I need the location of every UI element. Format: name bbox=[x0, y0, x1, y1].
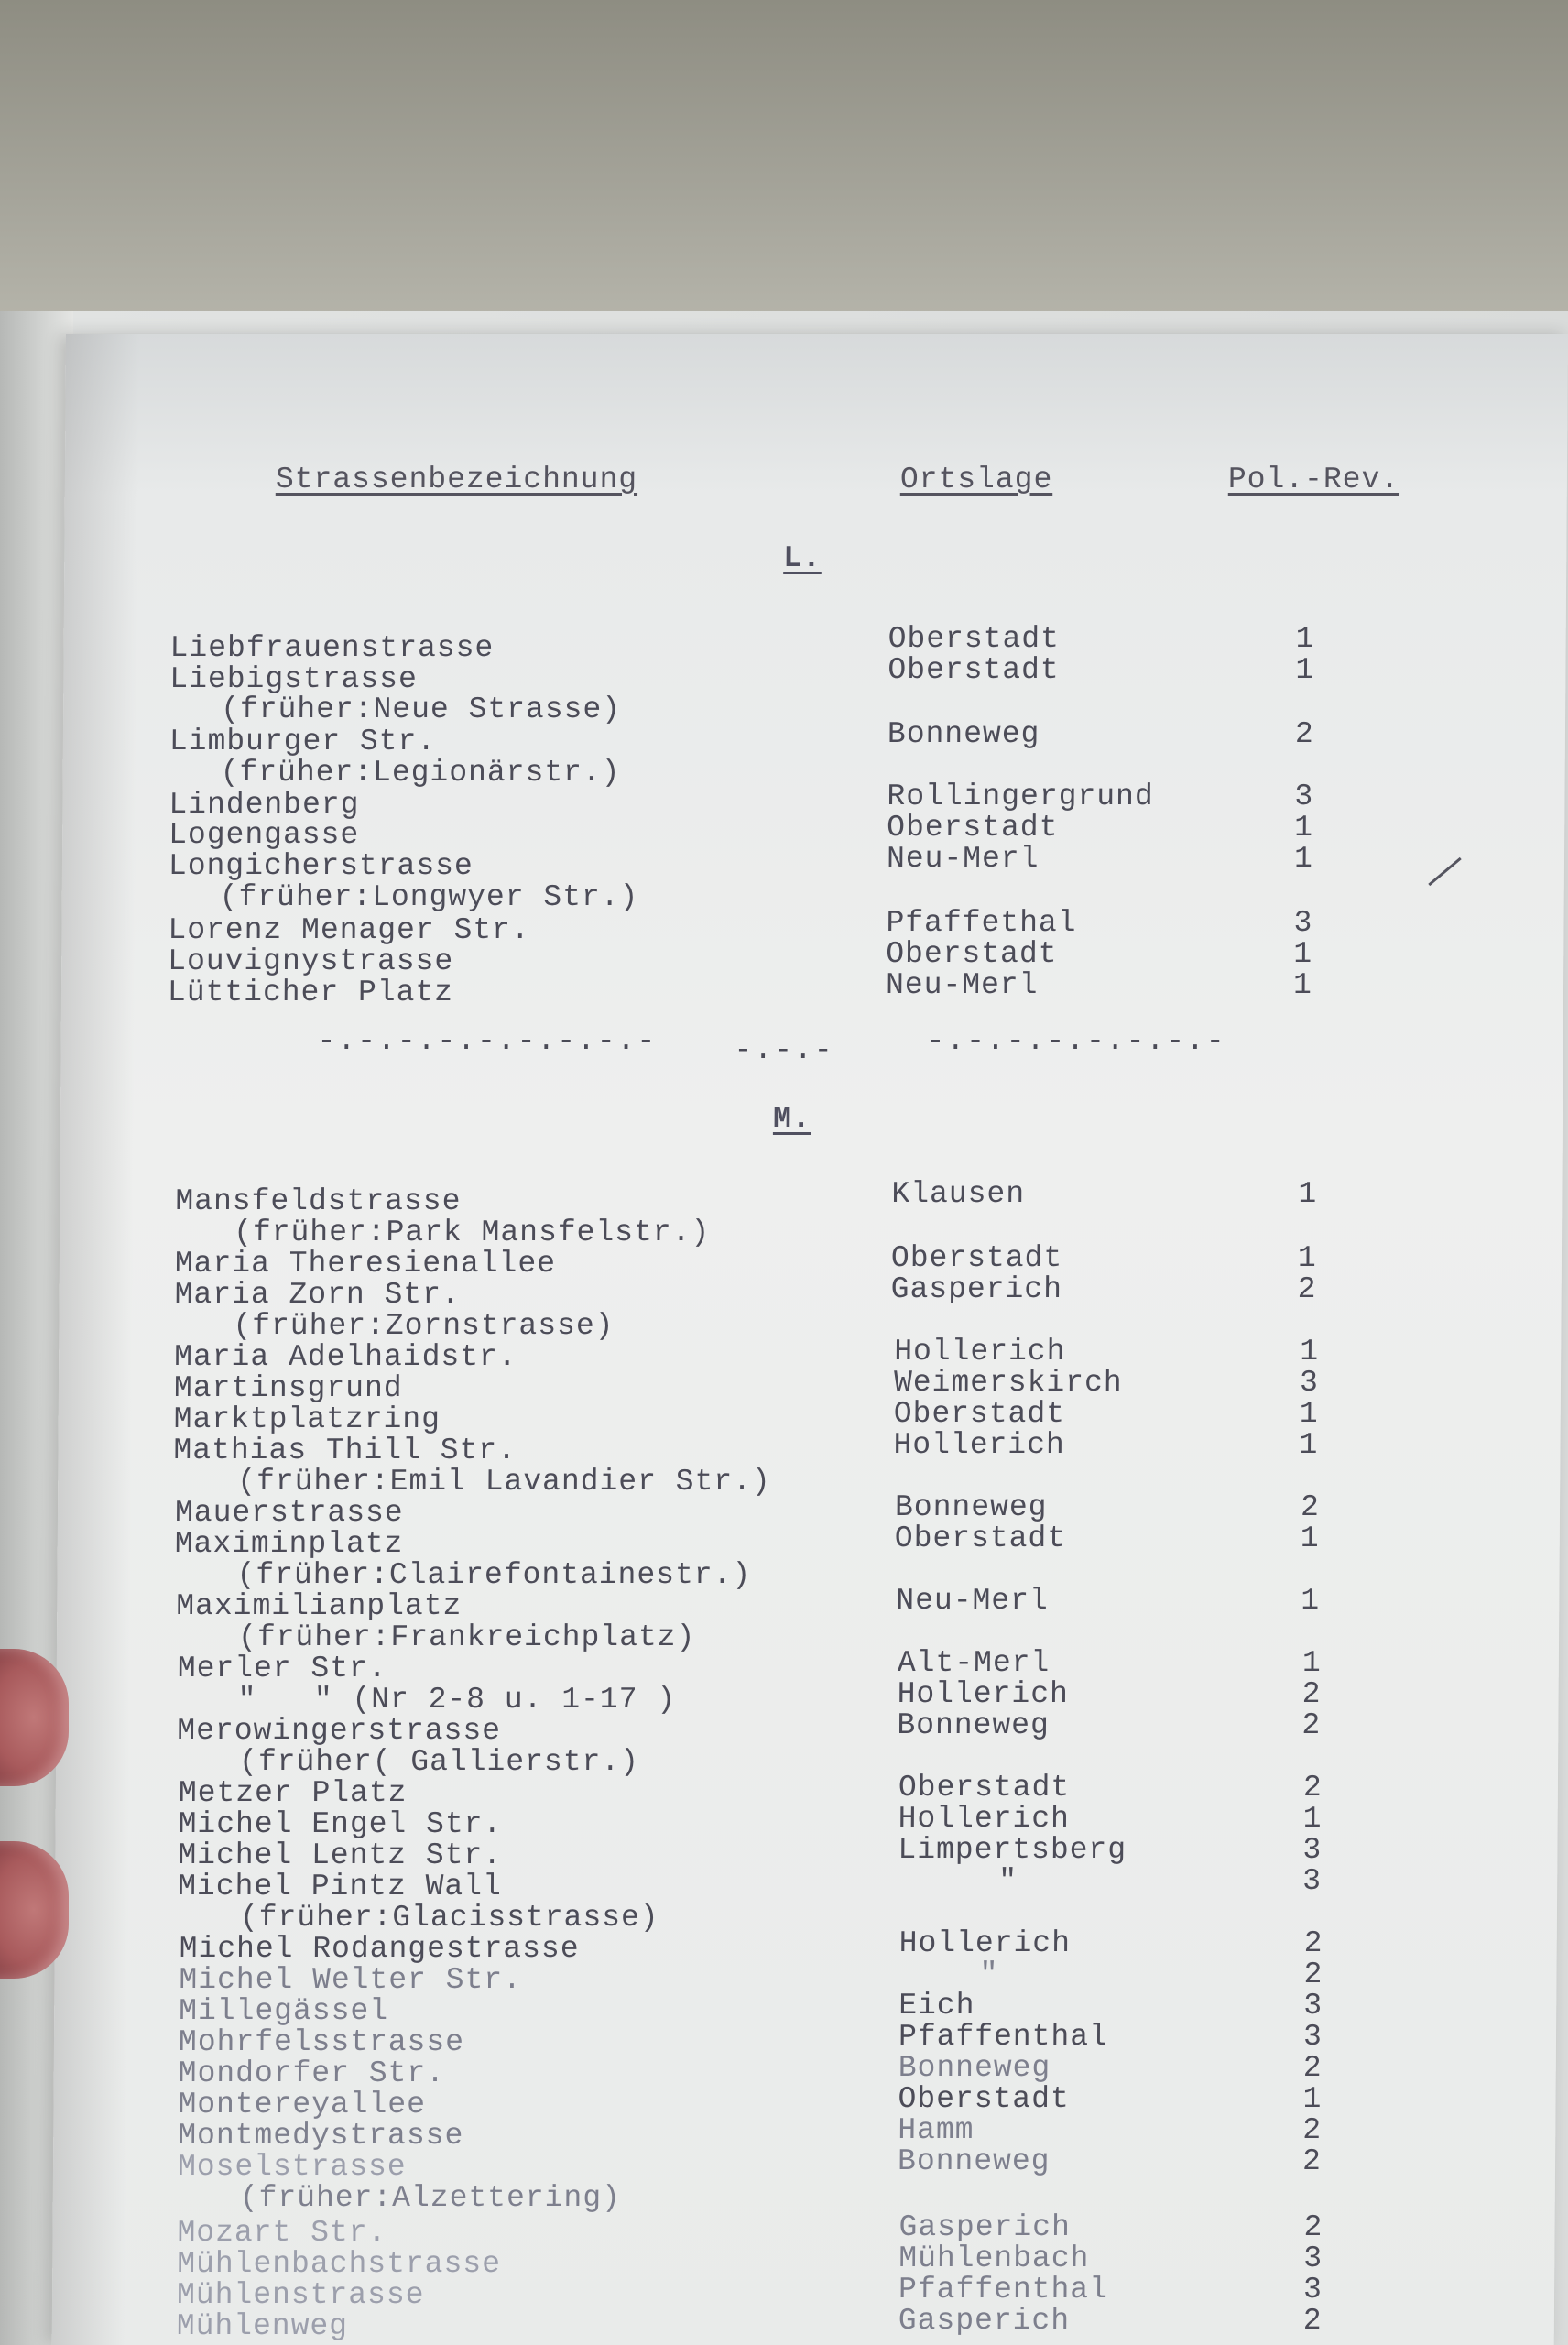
police-district: 2 bbox=[1294, 717, 1314, 751]
locality: Oberstadt bbox=[886, 937, 1058, 971]
street-name: Mühlenstrasse bbox=[176, 2278, 425, 2312]
police-district: 1 bbox=[1293, 937, 1313, 971]
street-name: Millegässel bbox=[179, 1994, 389, 2028]
police-district: 2 bbox=[1302, 2304, 1323, 2338]
section-letter-m: M. bbox=[772, 1102, 811, 1136]
street-name: Marktplatzring bbox=[173, 1402, 441, 1436]
locality: Hollerich bbox=[898, 1802, 1071, 1836]
street-name: Longicherstrasse bbox=[168, 849, 474, 883]
document-page bbox=[52, 334, 1568, 2345]
former-name: (früher( Gallierstr.) bbox=[238, 1745, 640, 1779]
former-name: (früher:Legionärstr.) bbox=[220, 756, 621, 790]
street-name: Limburger Str. bbox=[169, 725, 437, 758]
street-name: Maximilianplatz bbox=[176, 1589, 463, 1623]
street-name: Merler Str. bbox=[177, 1652, 387, 1685]
street-name: Mauerstrasse bbox=[174, 1496, 404, 1530]
police-district: 1 bbox=[1295, 653, 1315, 687]
locality: Gasperich bbox=[890, 1272, 1063, 1306]
police-district: 1 bbox=[1300, 1335, 1320, 1369]
locality: Oberstadt bbox=[898, 2082, 1070, 2116]
street-name: Mühlenbachstrasse bbox=[177, 2247, 502, 2281]
street-name: Merowingerstrasse bbox=[177, 1714, 502, 1748]
former-name: (früher:Clairefontainestr.) bbox=[236, 1558, 752, 1592]
street-name-ditto: " " (Nr 2-8 u. 1-17 ) bbox=[237, 1683, 677, 1717]
police-district: 2 bbox=[1300, 1490, 1321, 1524]
locality: Bonneweg bbox=[897, 1708, 1050, 1742]
police-district: 2 bbox=[1301, 1708, 1322, 1742]
police-district: 2 bbox=[1303, 1926, 1323, 1960]
street-name: Maria Zorn Str. bbox=[174, 1278, 461, 1312]
street-name: Maria Adelhaidstr. bbox=[174, 1340, 517, 1374]
locality: Hamm bbox=[898, 2113, 975, 2147]
street-name: Martinsgrund bbox=[173, 1371, 403, 1405]
locality: Pfaffethal bbox=[886, 906, 1077, 940]
police-district: 3 bbox=[1294, 780, 1314, 813]
header-street: Strassenbezeichnung bbox=[275, 463, 638, 496]
locality: Hollerich bbox=[894, 1335, 1066, 1369]
police-district: 1 bbox=[1294, 811, 1314, 845]
police-district: 3 bbox=[1302, 2020, 1323, 2054]
street-name: Mozart Str. bbox=[177, 2216, 387, 2250]
street-name: Maria Theresienallee bbox=[174, 1247, 557, 1281]
former-name: (früher:Frankreichplatz) bbox=[237, 1620, 696, 1654]
locality: Klausen bbox=[891, 1177, 1026, 1211]
police-district: 1 bbox=[1295, 622, 1315, 656]
police-district: 2 bbox=[1301, 1677, 1322, 1711]
locality: Neu-Merl bbox=[885, 968, 1039, 1002]
police-district: 2 bbox=[1302, 2113, 1323, 2147]
police-district: 1 bbox=[1302, 2082, 1323, 2116]
locality: Bonneweg bbox=[894, 1490, 1048, 1524]
locality: Hollerich bbox=[898, 1926, 1072, 1960]
locality: Oberstadt bbox=[890, 1241, 1063, 1275]
street-name: Liebigstrasse bbox=[169, 662, 418, 696]
locality: Oberstadt bbox=[893, 1397, 1066, 1431]
police-district: 3 bbox=[1299, 1366, 1319, 1400]
street-name: Michel Engel Str. bbox=[178, 1807, 503, 1841]
street-name: Mondorfer Str. bbox=[178, 2056, 446, 2090]
locality: Rollingergrund bbox=[887, 780, 1154, 813]
street-name: Mohrfelsstrasse bbox=[178, 2025, 465, 2059]
locality: Oberstadt bbox=[887, 622, 1061, 656]
street-name: Maximinplatz bbox=[174, 1527, 404, 1561]
street-name: Lorenz Menager Str. bbox=[168, 913, 530, 947]
street-name: Mansfeldstrasse bbox=[175, 1184, 462, 1218]
former-name: (früher:Glacisstrasse) bbox=[239, 1901, 659, 1935]
street-name: Michel Welter Str. bbox=[179, 1963, 523, 1997]
section-letter-l: L. bbox=[783, 541, 822, 575]
police-district: 1 bbox=[1299, 1428, 1319, 1462]
former-name: (früher:Zornstrasse) bbox=[233, 1309, 615, 1343]
locality: Bonneweg bbox=[887, 717, 1040, 751]
locality: Oberstadt bbox=[898, 1771, 1071, 1805]
separator-mid: -.-.- bbox=[734, 1033, 834, 1067]
street-name: Moselstrasse bbox=[177, 2150, 407, 2184]
locality: Eich bbox=[898, 1989, 975, 2023]
former-name: (früher:Neue Strasse) bbox=[221, 693, 622, 726]
street-name: Lindenberg bbox=[169, 788, 360, 822]
former-name: (früher:Park Mansfelstr.) bbox=[234, 1216, 711, 1249]
locality: Oberstadt bbox=[894, 1522, 1067, 1555]
header-locality: Ortslage bbox=[899, 463, 1053, 496]
locality: Pfaffenthal bbox=[898, 2020, 1108, 2054]
header-police-district: Pol.-Rev. bbox=[1227, 463, 1400, 496]
police-district: 2 bbox=[1302, 1771, 1323, 1805]
locality: Mühlenbach bbox=[898, 2241, 1090, 2275]
police-district: 1 bbox=[1301, 1646, 1322, 1680]
police-district: 2 bbox=[1302, 2051, 1323, 2085]
police-district: 1 bbox=[1300, 1522, 1320, 1555]
police-district: 1 bbox=[1297, 1241, 1317, 1275]
police-district: 1 bbox=[1299, 1397, 1319, 1431]
street-name: Liebfrauenstrasse bbox=[169, 631, 495, 665]
page-fold-shadow bbox=[52, 334, 139, 2345]
separator-right: -.-.-.-.-.-.-.- bbox=[926, 1024, 1226, 1058]
police-district: 2 bbox=[1303, 1958, 1323, 1991]
locality-ditto: " bbox=[979, 1958, 999, 1991]
former-name: (früher:Longwyer Str.) bbox=[219, 880, 639, 914]
street-name: Mathias Thill Str. bbox=[173, 1434, 517, 1467]
police-district: 1 bbox=[1302, 1802, 1323, 1836]
police-district: 1 bbox=[1298, 1177, 1318, 1211]
locality: Bonneweg bbox=[898, 2051, 1051, 2085]
street-name: Lütticher Platz bbox=[167, 976, 454, 1009]
locality: Gasperich bbox=[898, 2304, 1071, 2338]
street-name: Metzer Platz bbox=[178, 1776, 408, 1810]
locality: Hollerich bbox=[897, 1677, 1069, 1711]
street-name: Mühlenweg bbox=[176, 2309, 349, 2343]
police-district: 2 bbox=[1301, 2144, 1323, 2178]
police-district: 3 bbox=[1303, 1989, 1323, 2023]
locality: Neu-Merl bbox=[896, 1584, 1049, 1618]
locality-ditto: " bbox=[998, 1864, 1018, 1898]
locality: Bonneweg bbox=[897, 2144, 1051, 2178]
former-name: (früher:Alzettering) bbox=[239, 2181, 622, 2215]
locality: Limpertsberg bbox=[898, 1833, 1127, 1867]
street-name: Montereyallee bbox=[178, 2088, 427, 2121]
police-district: 3 bbox=[1302, 1833, 1323, 1867]
police-district: 3 bbox=[1302, 1864, 1323, 1898]
street-name: Montmedystrasse bbox=[178, 2119, 464, 2153]
street-name: Logengasse bbox=[169, 818, 360, 852]
locality: Pfaffenthal bbox=[898, 2273, 1109, 2307]
separator-left: -.-.-.-.-.-.-.-.- bbox=[317, 1024, 658, 1058]
locality: Weimerskirch bbox=[893, 1366, 1123, 1400]
locality: Gasperich bbox=[898, 2210, 1071, 2244]
street-name: Michel Rodangestrasse bbox=[179, 1932, 580, 1966]
police-district: 3 bbox=[1293, 906, 1313, 940]
police-district: 2 bbox=[1303, 2210, 1323, 2244]
police-district: 2 bbox=[1297, 1272, 1317, 1306]
locality: Neu-Merl bbox=[886, 842, 1040, 876]
former-name: (früher:Emil Lavandier Str.) bbox=[237, 1465, 771, 1499]
street-name: Michel Pintz Wall bbox=[178, 1870, 502, 1903]
locality: Oberstadt bbox=[887, 653, 1060, 687]
police-district: 1 bbox=[1292, 968, 1312, 1002]
locality: Oberstadt bbox=[887, 811, 1059, 845]
police-district: 1 bbox=[1301, 1584, 1321, 1618]
street-name: Louvignystrasse bbox=[168, 944, 454, 978]
street-name: Michel Lentz Str. bbox=[178, 1838, 503, 1872]
police-district: 3 bbox=[1302, 2273, 1323, 2307]
police-district: 3 bbox=[1303, 2241, 1323, 2275]
locality: Hollerich bbox=[893, 1428, 1065, 1462]
police-district: 1 bbox=[1293, 842, 1313, 876]
locality: Alt-Merl bbox=[897, 1646, 1051, 1680]
